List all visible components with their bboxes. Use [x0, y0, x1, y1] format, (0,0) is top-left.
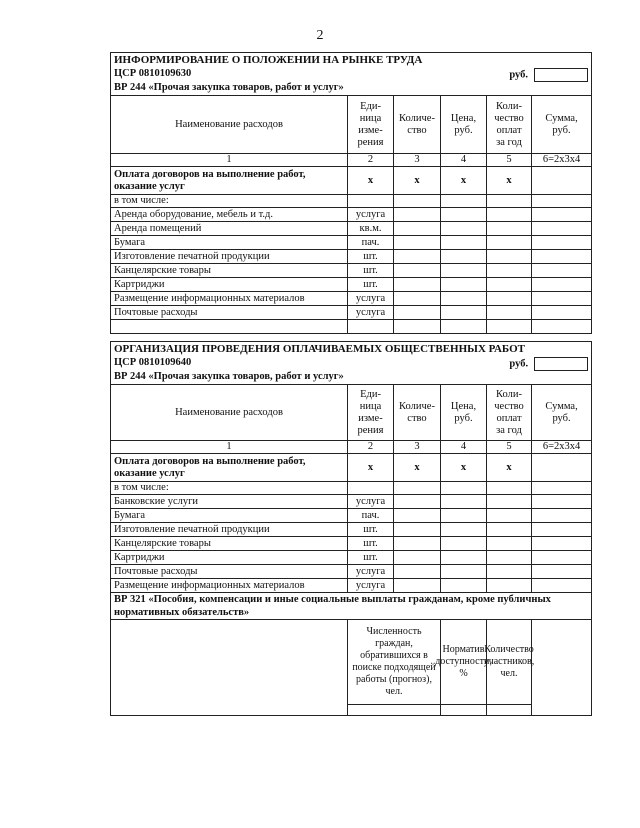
- expense-row-name: Размещение информационных материалов: [111, 292, 348, 306]
- expense-row-input-cell[interactable]: [441, 292, 487, 306]
- rub-total-box: [534, 357, 588, 371]
- expense-row-unit: услуга: [348, 306, 394, 320]
- expense-row: [111, 250, 592, 264]
- col-number: 5: [487, 441, 532, 454]
- expense-row-input-cell[interactable]: [487, 551, 532, 565]
- expense-row-input-cell[interactable]: [394, 222, 441, 236]
- including-label: в том числе:: [111, 195, 348, 208]
- col-header-name: Наименование расходов: [111, 385, 348, 441]
- main-row-mark: х: [394, 454, 441, 482]
- expense-row-input-cell[interactable]: [532, 292, 592, 306]
- csr-code: ЦСР 0810109630: [114, 67, 192, 79]
- expense-row-name: Бумага: [111, 236, 348, 250]
- expense-row: [111, 537, 592, 551]
- expense-row: [111, 495, 592, 509]
- expense-row: [111, 551, 592, 565]
- expense-row-name: Банковские услуги: [111, 495, 348, 509]
- vr321-cell-citizens: [348, 620, 441, 716]
- expense-row-input-cell[interactable]: [394, 250, 441, 264]
- expense-row-name: Изготовление печатной продукции: [111, 250, 348, 264]
- expense-row: [111, 523, 592, 537]
- expense-row-input-cell[interactable]: [532, 306, 592, 320]
- col-header-price: Цена, руб.: [441, 96, 487, 154]
- expense-row-input-cell[interactable]: [441, 236, 487, 250]
- expense-row-input-cell[interactable]: [487, 523, 532, 537]
- expense-row-name: Размещение информационных материалов: [111, 579, 348, 593]
- expense-row-input-cell[interactable]: [487, 236, 532, 250]
- expense-row-input-cell[interactable]: [532, 565, 592, 579]
- expense-row: [111, 222, 592, 236]
- expense-row-input-cell[interactable]: [487, 579, 532, 593]
- expense-row-unit: шт.: [348, 278, 394, 292]
- expense-table-labor-market-info: [110, 52, 592, 334]
- expense-row-input-cell[interactable]: [487, 278, 532, 292]
- expense-row-input-cell[interactable]: [394, 236, 441, 250]
- expense-row-unit: кв.м.: [348, 222, 394, 236]
- expense-row-input-cell[interactable]: [532, 236, 592, 250]
- expense-row-input-cell[interactable]: [487, 264, 532, 278]
- main-row-mark: х: [348, 454, 394, 482]
- expense-table-public-works: [110, 341, 592, 716]
- col-header-sum: Сумма, руб.: [532, 385, 592, 441]
- expense-row-name: Бумага: [111, 509, 348, 523]
- rub-label: руб.: [509, 68, 529, 80]
- expense-row-name: Аренда оборудование, мебель и т.д.: [111, 208, 348, 222]
- expense-row-name: Изготовление печатной продукции: [111, 523, 348, 537]
- col-header-payments: Коли- чество оплат за год: [487, 385, 532, 441]
- expense-row-unit: пач.: [348, 236, 394, 250]
- csr-line: [111, 68, 592, 82]
- vr321-cell-norm: [435, 620, 492, 716]
- expense-row-input-cell[interactable]: [441, 537, 487, 551]
- col-number: 4: [441, 441, 487, 454]
- col-header-payments: Коли- чество оплат за год: [487, 96, 532, 154]
- expense-row-input-cell[interactable]: [441, 306, 487, 320]
- expense-row-unit: услуга: [348, 292, 394, 306]
- expense-row-unit: пач.: [348, 509, 394, 523]
- expense-row-name: Почтовые расходы: [111, 306, 348, 320]
- main-row-name: Оплата договоров на выполнение работ, оказание услуг: [111, 167, 348, 195]
- block-title: ОРГАНИЗАЦИЯ ПРОВЕДЕНИЯ ОПЛАЧИВАЕМЫХ ОБЩЕСТВЕННЫХ РАБОТ: [111, 342, 592, 357]
- vr321-header-citizens: Численность граждан, обратившихся в поиске подходящей работы (прогноз), чел.: [348, 620, 440, 705]
- col-number: 4: [441, 154, 487, 167]
- expense-row-unit: услуга: [348, 495, 394, 509]
- expense-row-unit: услуга: [348, 579, 394, 593]
- expense-row-input-cell[interactable]: [441, 208, 487, 222]
- main-row-mark: х: [441, 454, 487, 482]
- expense-row-input-cell[interactable]: [532, 208, 592, 222]
- expense-row-name: Аренда помещений: [111, 222, 348, 236]
- expense-row-input-cell[interactable]: [487, 208, 532, 222]
- expense-row: [111, 292, 592, 306]
- expense-row-name: Картриджи: [111, 551, 348, 565]
- col-number: 3: [394, 441, 441, 454]
- expense-row-unit: шт.: [348, 250, 394, 264]
- block-title: ИНФОРМИРОВАНИЕ О ПОЛОЖЕНИИ НА РЫНКЕ ТРУДА: [111, 53, 592, 68]
- expense-row-unit: шт.: [348, 537, 394, 551]
- expense-row-input-cell[interactable]: [487, 222, 532, 236]
- expense-row: [111, 509, 592, 523]
- including-label: в том числе:: [111, 482, 348, 495]
- expense-row: [111, 208, 592, 222]
- vr-line: ВР 244 «Прочая закупка товаров, работ и услуг»: [111, 82, 592, 96]
- expense-row-input-cell[interactable]: [394, 509, 441, 523]
- col-header-qty: Количе- ство: [394, 96, 441, 154]
- expense-row-input-cell[interactable]: [532, 264, 592, 278]
- col-number: 2: [348, 154, 394, 167]
- expense-row-name: Почтовые расходы: [111, 565, 348, 579]
- expense-row: [111, 236, 592, 250]
- main-row-mark: х: [441, 167, 487, 195]
- expense-row-input-cell[interactable]: [441, 495, 487, 509]
- expense-row-input-cell[interactable]: [532, 509, 592, 523]
- main-row-sum[interactable]: [532, 167, 592, 195]
- col-header-price: Цена, руб.: [441, 385, 487, 441]
- vr321-header-participants: Количество участников, чел.: [487, 620, 531, 705]
- vr321-cell-participants: [483, 620, 535, 716]
- expense-row-input-cell[interactable]: [441, 250, 487, 264]
- expense-row-input-cell[interactable]: [441, 579, 487, 593]
- main-row-mark: х: [487, 454, 532, 482]
- expense-row-input-cell[interactable]: [441, 278, 487, 292]
- expense-row-input-cell[interactable]: [487, 537, 532, 551]
- main-row-mark: х: [487, 167, 532, 195]
- rub-label: руб.: [509, 357, 529, 369]
- expense-row-input-cell[interactable]: [441, 551, 487, 565]
- expense-row-unit: шт.: [348, 264, 394, 278]
- col-number: 1: [111, 154, 348, 167]
- expense-row-input-cell[interactable]: [394, 495, 441, 509]
- expense-row-input-cell[interactable]: [394, 208, 441, 222]
- col-header-qty: Количе- ство: [394, 385, 441, 441]
- main-row-name: Оплата договоров на выполнение работ, оказание услуг: [111, 454, 348, 482]
- expense-row-input-cell[interactable]: [487, 495, 532, 509]
- expense-row-input-cell[interactable]: [532, 551, 592, 565]
- expense-row-input-cell[interactable]: [394, 264, 441, 278]
- expense-row-input-cell[interactable]: [441, 509, 487, 523]
- csr-code: ЦСР 0810109640: [114, 356, 192, 368]
- col-header-unit: Еди- ница изме- рения: [348, 96, 394, 154]
- expense-row: [111, 565, 592, 579]
- expense-row: [111, 264, 592, 278]
- expense-row-input-cell[interactable]: [487, 250, 532, 264]
- col-number: 6=2х3х4: [532, 154, 592, 167]
- expense-row-input-cell[interactable]: [532, 579, 592, 593]
- main-row-sum[interactable]: [532, 454, 592, 482]
- col-header-name: Наименование расходов: [111, 96, 348, 154]
- col-number: 1: [111, 441, 348, 454]
- vr321-header-norm: Норматив доступности, %: [441, 620, 486, 705]
- main-row-mark: х: [394, 167, 441, 195]
- expense-row-input-cell[interactable]: [394, 278, 441, 292]
- col-number: 2: [348, 441, 394, 454]
- expense-row-unit: шт.: [348, 551, 394, 565]
- expense-row-unit: услуга: [348, 565, 394, 579]
- expense-row-input-cell[interactable]: [394, 551, 441, 565]
- expense-row-input-cell[interactable]: [441, 264, 487, 278]
- expense-row-input-cell[interactable]: [394, 523, 441, 537]
- expense-row-input-cell[interactable]: [487, 292, 532, 306]
- expense-row-input-cell[interactable]: [394, 565, 441, 579]
- expense-row-input-cell[interactable]: [532, 222, 592, 236]
- expense-row-input-cell[interactable]: [394, 292, 441, 306]
- page-number: 2: [316, 28, 324, 43]
- expense-row-name: Канцелярские товары: [111, 264, 348, 278]
- expense-row-input-cell[interactable]: [487, 306, 532, 320]
- expense-row-input-cell[interactable]: [394, 537, 441, 551]
- expense-row-input-cell[interactable]: [441, 523, 487, 537]
- expense-row-input-cell[interactable]: [487, 509, 532, 523]
- expense-row-unit: услуга: [348, 208, 394, 222]
- col-number: 5: [487, 154, 532, 167]
- expense-row-input-cell[interactable]: [532, 278, 592, 292]
- expense-row-input-cell[interactable]: [532, 495, 592, 509]
- expense-row-input-cell[interactable]: [487, 565, 532, 579]
- expense-row-input-cell[interactable]: [532, 250, 592, 264]
- vr-line: ВР 244 «Прочая закупка товаров, работ и услуг»: [111, 371, 592, 385]
- col-header-unit: Еди- ница изме- рения: [348, 385, 394, 441]
- vr321-line: ВР 321 «Пособия, компенсации и иные социальные выплаты гражданам, кроме публичных нормативных обязательств»: [111, 593, 592, 620]
- expense-row-input-cell[interactable]: [394, 579, 441, 593]
- expense-row-unit: шт.: [348, 523, 394, 537]
- expense-row: [111, 278, 592, 292]
- col-number: 3: [394, 154, 441, 167]
- col-number: 6=2х3х4: [532, 441, 592, 454]
- expense-row-input-cell[interactable]: [441, 222, 487, 236]
- expense-row-input-cell[interactable]: [532, 523, 592, 537]
- expense-row-input-cell[interactable]: [441, 565, 487, 579]
- expense-row-name: Канцелярские товары: [111, 537, 348, 551]
- expense-row: [111, 306, 592, 320]
- expense-row: [111, 579, 592, 593]
- main-row-mark: х: [348, 167, 394, 195]
- col-header-sum: Сумма, руб.: [532, 96, 592, 154]
- expense-row-input-cell[interactable]: [532, 537, 592, 551]
- rub-total-box: [534, 68, 588, 82]
- expense-row-name: Картриджи: [111, 278, 348, 292]
- csr-line: [111, 357, 592, 371]
- expense-row-input-cell[interactable]: [394, 306, 441, 320]
